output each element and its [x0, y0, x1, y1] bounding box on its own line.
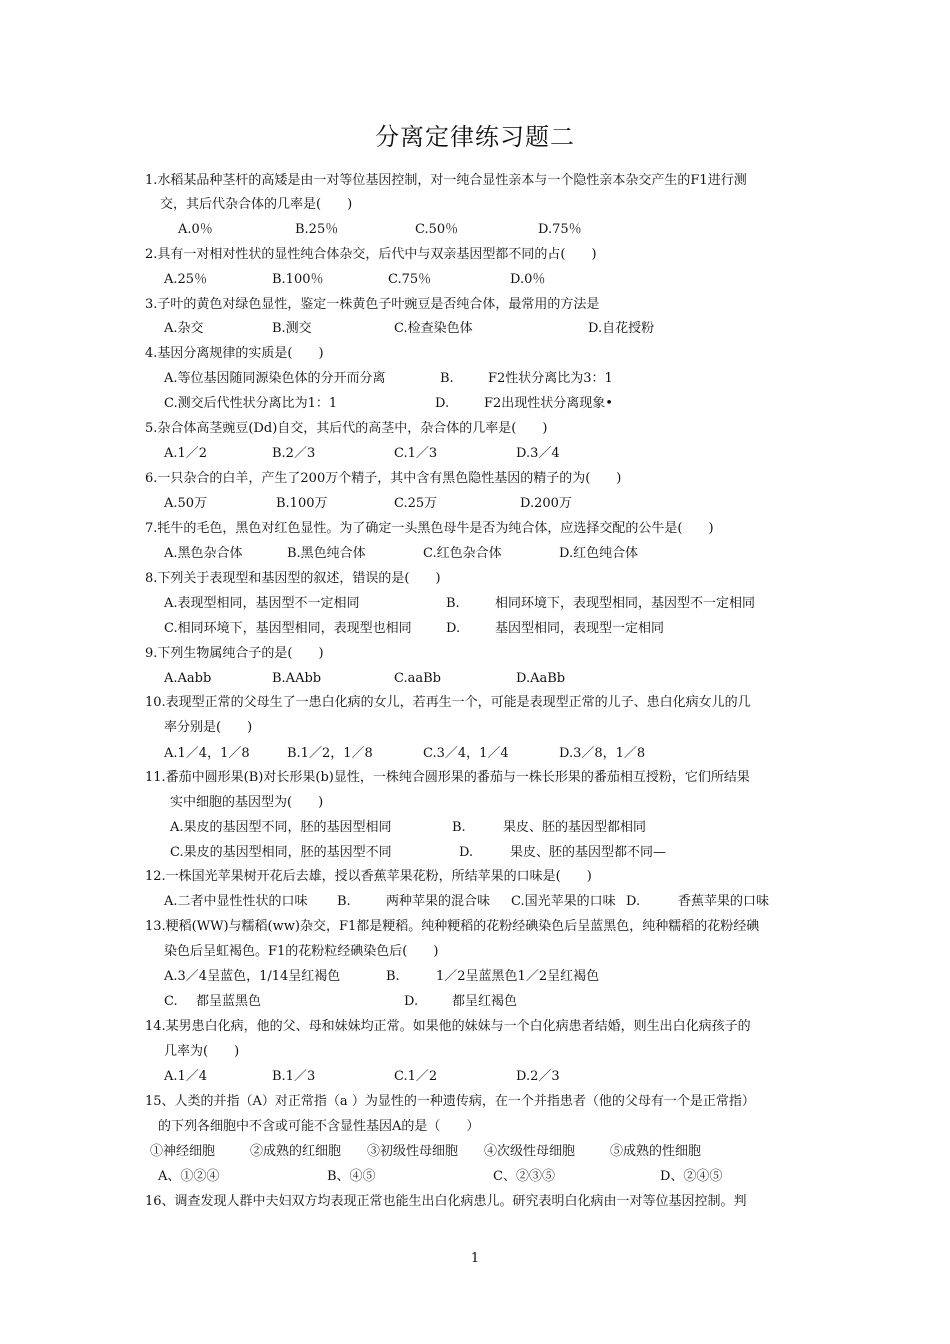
q2-option-b: B.100％ — [272, 272, 324, 287]
q13-option-d: 都呈红褐色 — [452, 994, 518, 1009]
question-2-stem: 2.具有一对相对性状的显性纯合体杂交，后代中与双亲基因型都不同的占( ) — [145, 247, 597, 262]
question-3-stem: 3.子叶的黄色对绿色显性，鉴定一株黄色子叶豌豆是否纯合体，最常用的方法是 — [145, 297, 600, 312]
q11-option-a: A.果皮的基因型不同，胚的基因型相同 — [170, 820, 392, 835]
q12-option-b-letter: B. — [337, 894, 351, 909]
q10-option-a: A.1／4，1／8 — [164, 746, 250, 761]
question-13-stem-cont: 染色后呈虹褐色。F1的花粉粒经碘染色后( ) — [164, 944, 439, 959]
question-15-stem-cont: 的下列各细胞中不含或可能不含显性基因A的是（ ） — [158, 1119, 480, 1134]
q5-option-d: D.3／4 — [516, 446, 560, 461]
q14-option-d: D.2／3 — [516, 1069, 560, 1084]
q4-option-c: C.测交后代性状分离比为1：1 — [164, 396, 338, 411]
q15-item-1: ①神经细胞 — [150, 1144, 216, 1159]
question-14-stem: 14.某男患白化病，他的父、母和妹妹均正常。如果他的妹妹与一个白化病患者结婚，则生出白化病孩子的 — [145, 1019, 751, 1034]
question-11-stem-cont: 实中细胞的基因型为( ) — [170, 795, 324, 810]
q13-option-d-letter: D. — [404, 994, 419, 1009]
q15-item-4: ④次级性母细胞 — [484, 1144, 576, 1159]
page-number: 1 — [470, 1251, 480, 1266]
q4-option-b: F2性状分离比为3：1 — [488, 371, 613, 386]
q13-option-c: 都呈蓝黑色 — [196, 994, 262, 1009]
question-12-stem: 12.一株国光苹果树开花后去雄，授以香蕉苹果花粉，所结苹果的口味是( ) — [145, 869, 592, 884]
question-1-stem-cont: 交，其后代杂合体的几率是( ) — [160, 197, 353, 212]
q3-option-c: C.检查染色体 — [394, 321, 473, 336]
q6-option-a: A.50万 — [164, 496, 208, 511]
q8-option-d: 基因型相同，表现型一定相同 — [495, 621, 665, 636]
q14-option-c: C.1／2 — [394, 1069, 438, 1084]
q6-option-b: B.100万 — [276, 496, 328, 511]
q1-option-c: C.50％ — [415, 222, 459, 237]
q8-option-c: C.相同环境下，基因型相同，表现型也相同 — [164, 621, 412, 636]
q15-option-a: A、①②④ — [158, 1169, 220, 1184]
page-title: 分离定律练习题二 — [375, 123, 575, 151]
question-14-stem-cont: 几率为( ) — [164, 1044, 240, 1059]
q5-option-a: A.1／2 — [164, 446, 208, 461]
question-4-stem: 4.基因分离规律的实质是( ) — [145, 346, 324, 361]
q4-option-d-letter: D. — [435, 396, 450, 411]
q4-option-d: F2出现性状分离现象• — [484, 396, 613, 411]
question-9-stem: 9.下列生物属纯合子的是( ) — [145, 646, 324, 661]
q1-option-d: D.75％ — [538, 222, 582, 237]
q6-option-d: D.200万 — [520, 496, 572, 511]
q15-option-c: C、②③⑤ — [493, 1169, 555, 1184]
question-7-stem: 7.牦牛的毛色，黑色对红色显性。为了确定一头黑色母牛是否为纯合体，应选择交配的公牛是( ) — [145, 521, 714, 536]
q3-option-d: D.自花授粉 — [588, 321, 655, 336]
question-15-stem: 15、人类的并指（A）对正常指（a ）为显性的一种遗传病，在一个并指患者（他的父母有一个是正常指） — [145, 1094, 755, 1109]
question-10-stem: 10.表现型正常的父母生了一患白化病的女儿，若再生一个，可能是表现型正常的儿子、患白化病女儿的几 — [145, 695, 751, 710]
question-16-stem: 16、调查发现人群中夫妇双方均表现正常也能生出白化病患儿。研究表明白化病由一对等位基因控制。判 — [145, 1194, 747, 1209]
q12-option-b: 两种苹果的混合味 — [386, 894, 491, 909]
q11-option-b: 果皮、胚的基因型都相同 — [503, 820, 647, 835]
q13-option-b: 1／2呈蓝黑色1／2呈红褐色 — [436, 969, 600, 984]
question-10-stem-cont: 率分别是( ) — [164, 720, 253, 735]
q9-option-c: C.aaBb — [394, 671, 441, 686]
question-6-stem: 6.一只杂合的白羊，产生了200万个精子，其中含有黑色隐性基因的精子的为( ) — [145, 471, 622, 486]
q11-option-c: C.果皮的基因型相同，胚的基因型不同 — [170, 845, 392, 860]
q7-option-c: C.红色杂合体 — [423, 546, 502, 561]
q3-option-a: A.杂交 — [164, 321, 204, 336]
q15-option-b: B、④⑤ — [327, 1169, 376, 1184]
q9-option-b: B.AAbb — [272, 671, 322, 686]
q10-option-d: D.3／8，1／8 — [559, 746, 646, 761]
q7-option-a: A.黑色杂合体 — [164, 546, 243, 561]
q2-option-a: A.25％ — [164, 272, 208, 287]
q13-option-a: A.3／4呈蓝色，1/14呈红褐色 — [164, 969, 341, 984]
q5-option-c: C.1／3 — [394, 446, 438, 461]
q7-option-b: B.黑色纯合体 — [287, 546, 366, 561]
q8-option-a: A.表现型相同，基因型不一定相同 — [164, 596, 360, 611]
q4-option-b-letter: B. — [440, 371, 454, 386]
q12-option-d: 香蕉苹果的口味 — [678, 894, 770, 909]
q15-item-2: ②成熟的红细胞 — [250, 1144, 342, 1159]
q12-option-a: A.二者中显性性状的口味 — [164, 894, 308, 909]
q12-option-d-letter: D. — [626, 894, 641, 909]
q6-option-c: C.25万 — [394, 496, 438, 511]
q15-option-d: D、②④⑤ — [660, 1169, 723, 1184]
question-13-stem: 13.粳稻(WW)与糯稻(ww)杂交，F1都是粳稻。纯种粳稻的花粉经碘染色后呈蓝黑色，纯种糯稻的花粉经碘 — [145, 919, 760, 934]
q12-option-c: C.国光苹果的口味 — [511, 894, 616, 909]
q5-option-b: B.2／3 — [272, 446, 316, 461]
question-11-stem: 11.番茄中圆形果(B)对长形果(b)显性，一株纯合圆形果的番茄与一株长形果的番茄相互授粉，它们所结果 — [145, 770, 750, 785]
q11-option-b-letter: B. — [452, 820, 466, 835]
q9-option-a: A.Aabb — [164, 671, 212, 686]
q15-item-3: ③初级性母细胞 — [367, 1144, 459, 1159]
q10-option-b: B.1／2，1／8 — [287, 746, 373, 761]
q8-option-b: 相同环境下，表现型相同，基因型不一定相同 — [495, 596, 756, 611]
q13-option-b-letter: B. — [386, 969, 400, 984]
q8-option-d-letter: D. — [446, 621, 461, 636]
q3-option-b: B.测交 — [272, 321, 312, 336]
q2-option-c: C.75％ — [388, 272, 432, 287]
q11-option-d-letter: D. — [459, 845, 474, 860]
q15-item-5: ⑤成熟的性细胞 — [610, 1144, 702, 1159]
q9-option-d: D.AaBb — [516, 671, 566, 686]
question-5-stem: 5.杂合体高茎豌豆(Dd)自交，其后代的高茎中，杂合体的几率是( ) — [145, 421, 548, 436]
q4-option-a: A.等位基因随同源染色体的分开而分离 — [164, 371, 386, 386]
q14-option-b: B.1／3 — [272, 1069, 316, 1084]
q11-option-d: 果皮、胚的基因型都不同— — [510, 845, 667, 860]
question-8-stem: 8.下列关于表现型和基因型的叙述，错误的是( ) — [145, 571, 441, 586]
q1-option-b: B.25％ — [295, 222, 339, 237]
question-1-stem: 1.水稻某品种茎杆的高矮是由一对等位基因控制，对一纯合显性亲本与一个隐性亲本杂交产生的F1进行测 — [145, 173, 747, 188]
q13-option-c-letter: C. — [164, 994, 178, 1009]
q8-option-b-letter: B. — [446, 596, 460, 611]
q1-option-a: A.0％ — [178, 222, 213, 237]
q10-option-c: C.3／4，1／4 — [423, 746, 509, 761]
q2-option-d: D.0％ — [510, 272, 546, 287]
q14-option-a: A.1／4 — [164, 1069, 208, 1084]
q7-option-d: D.红色纯合体 — [559, 546, 639, 561]
